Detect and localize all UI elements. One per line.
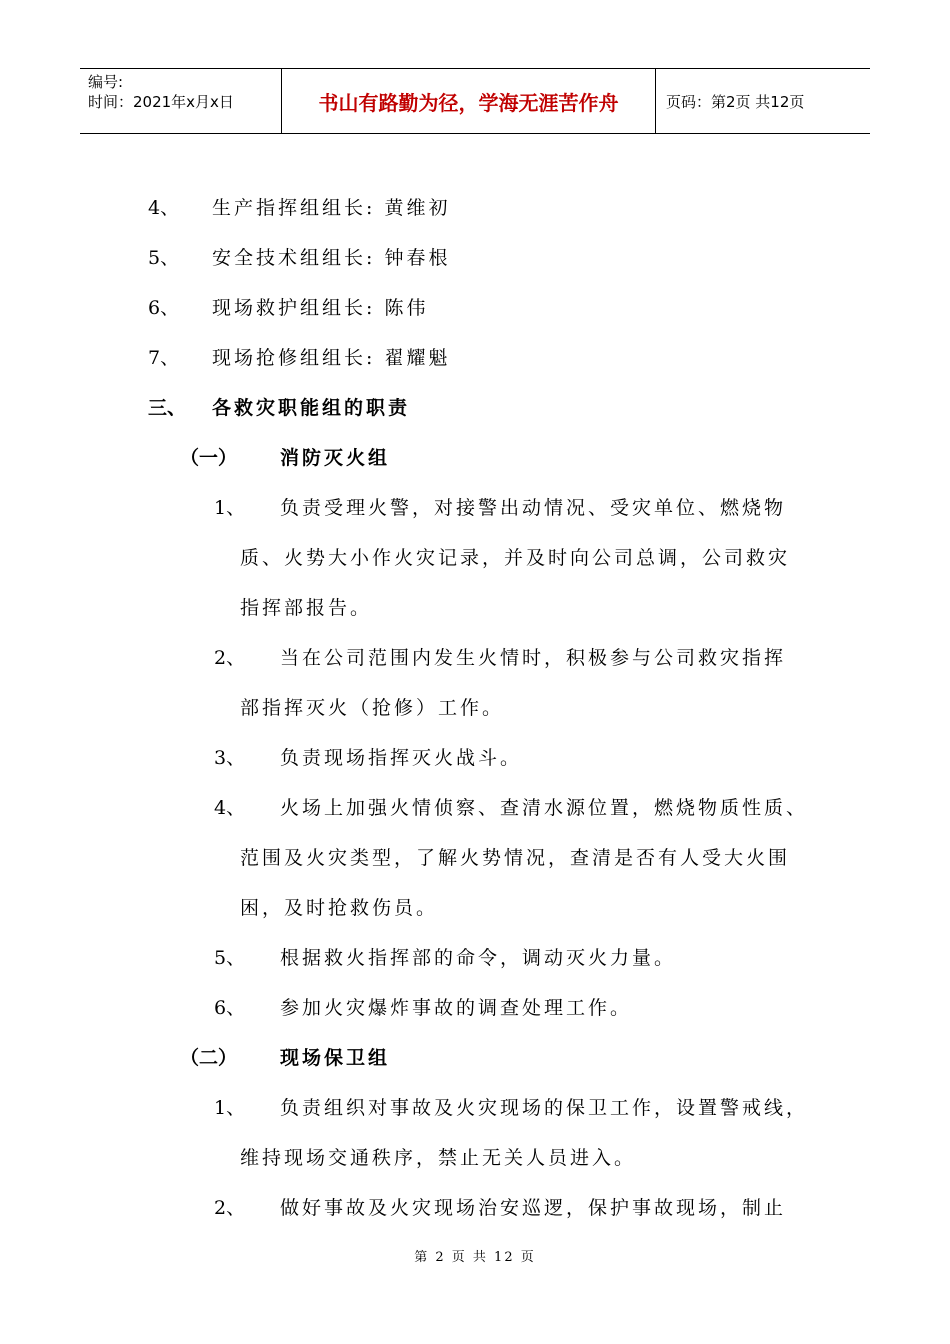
item-text: 根据救火指挥部的命令，调动灭火力量。	[280, 947, 677, 969]
item-text: 负责组织对事故及火灾现场的保卫工作，设置警戒线，	[280, 1097, 809, 1119]
item-number: 3、	[214, 747, 246, 769]
item-text: 范围及火灾类型，了解火势情况，查清是否有人受大火围	[240, 847, 791, 869]
item-number: 5、	[148, 247, 180, 269]
item-number: 4、	[214, 797, 246, 819]
item-text: 质、火势大小作火灾记录，并及时向公司总调，公司救灾	[240, 547, 791, 569]
item-text: 安全技术组组长: 钟春根	[212, 247, 451, 269]
group-number: （一）	[180, 447, 238, 469]
item-text: 负责现场指挥灭火战斗。	[280, 747, 523, 769]
item-number: 1、	[214, 497, 246, 519]
item-text: 当在公司范围内发生火情时，积极参与公司救灾指挥	[280, 647, 787, 669]
item-number: 2、	[214, 1197, 246, 1219]
header-motto: 书山有路勤为径，学海无涯苦作舟	[282, 69, 656, 133]
section-number: 三、	[148, 397, 187, 419]
item-number: 7、	[148, 347, 180, 369]
item-number: 1、	[214, 1097, 246, 1119]
item-number: 5、	[214, 947, 246, 969]
item-text: 现场抢修组组长: 翟耀魁	[212, 347, 451, 369]
page-header	[80, 68, 870, 134]
page-footer: 第 2 页 共 12 页	[414, 1250, 536, 1265]
header-time-label: 时间：2021年x月x日	[88, 93, 234, 111]
header-page-info: 页码：第2页 共12页	[666, 92, 805, 111]
item-text: 困，及时抢救伤员。	[240, 897, 439, 919]
item-text: 火场上加强火情侦察、查清水源位置，燃烧物质性质、	[280, 797, 809, 819]
group-number: （二）	[180, 1047, 238, 1069]
item-text: 做好事故及火灾现场治安巡逻，保护事故现场，制止	[280, 1197, 787, 1219]
item-number: 6、	[214, 997, 246, 1019]
group-title: 现场保卫组	[280, 1047, 391, 1069]
item-number: 4、	[148, 197, 180, 219]
item-number: 6、	[148, 297, 180, 319]
item-text: 指挥部报告。	[240, 597, 373, 619]
item-text: 部指挥灭火（抢修）工作。	[240, 697, 505, 719]
item-number: 2、	[214, 647, 246, 669]
header-meta	[80, 69, 282, 133]
item-text: 参加火灾爆炸事故的调查处理工作。	[280, 997, 633, 1019]
item-text: 负责受理火警，对接警出动情况、受灾单位、燃烧物	[280, 497, 787, 519]
header-number-label: 编号:	[88, 73, 124, 91]
group-title: 消防灭火组	[280, 447, 391, 469]
item-text: 生产指挥组组长: 黄维初	[212, 197, 451, 219]
item-text: 现场救护组组长: 陈伟	[212, 297, 429, 319]
item-text: 维持现场交通秩序，禁止无关人员进入。	[240, 1147, 637, 1169]
section-title: 各救灾职能组的职责	[212, 397, 411, 419]
